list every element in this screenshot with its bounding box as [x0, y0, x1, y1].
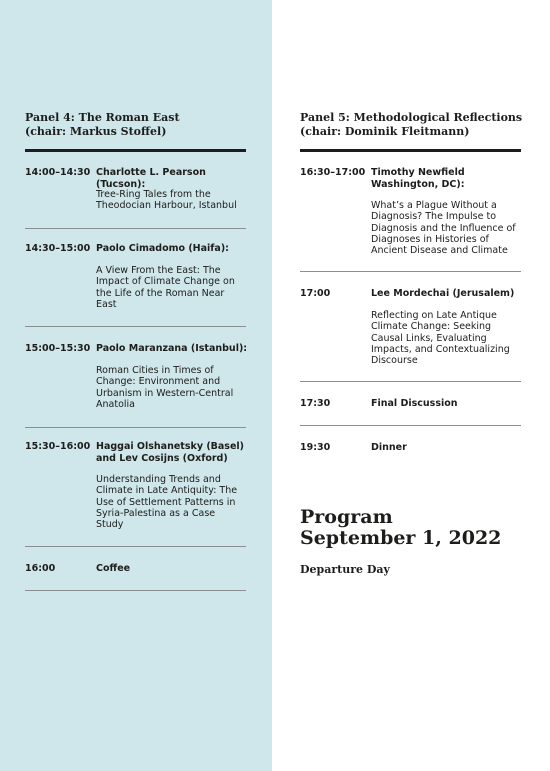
entry-time: 17:00: [300, 288, 331, 299]
entry-speaker: Paolo Maranzana (Istanbul):: [96, 343, 248, 354]
entry-time: 16:30–17:00: [300, 167, 366, 178]
panel-chair: (chair: Markus Stoffel): [25, 125, 167, 138]
entry-divider: [25, 590, 246, 591]
entry-talk-title: Understanding Trends and Climate in Late Antiquity: The Use of Settlement Patterns in Syria-Palestina as a Case Study: [96, 474, 238, 531]
entry-time: 17:30: [300, 398, 331, 409]
entry-divider: [25, 326, 246, 327]
program-subtitle: Departure Day: [300, 563, 390, 576]
entry-speaker: Timothy Newfield Washington, DC):: [371, 167, 465, 190]
entry-speaker: Final Discussion: [371, 398, 458, 409]
entry-time: 15:00–15:30: [25, 343, 91, 354]
entry-speaker: Lee Mordechai (Jerusalem): [371, 288, 515, 299]
entry-speaker: Charlotte L. Pearson (Tucson):: [96, 167, 206, 190]
entry-divider: [25, 228, 246, 229]
entry-speaker: Coffee: [96, 563, 131, 574]
panel-title: Panel 4: The Roman East: [25, 111, 180, 124]
program-title: Program September 1, 2022: [300, 506, 502, 549]
entry-talk-title: Roman Cities in Times of Change: Environment and Urbanism in Western-Central Anatolia: [96, 365, 234, 410]
entry-speaker: Haggai Olshanetsky (Basel) and Lev Cosijns (Oxford): [96, 441, 245, 464]
entry-talk-title: What’s a Plague Without a Diagnosis? The Impulse to Diagnosis and the Influence of Diagnoses in Histories of Ancient Disease and Climate: [371, 200, 516, 257]
entry-talk-title: A View From the East: The Impact of Climate Change on the Life of the Roman Near East: [96, 265, 235, 310]
entry-time: 14:30–15:00: [25, 243, 91, 254]
entry-speaker: Dinner: [371, 442, 407, 453]
entry-speaker: Paolo Cimadomo (Haifa):: [96, 243, 229, 254]
panel-chair: (chair: Dominik Fleitmann): [300, 125, 470, 138]
entry-divider: [25, 427, 246, 428]
entry-talk-title: Tree-Ring Tales from the Theodocian Harbour, Istanbul: [96, 189, 237, 212]
entry-time: 16:00: [25, 563, 56, 574]
entry-time: 14:00–14:30: [25, 167, 91, 178]
entry-time: 19:30: [300, 442, 331, 453]
panel-5-heading: [300, 111, 540, 139]
entry-divider: [300, 381, 521, 382]
entry-time: 15:30–16:00: [25, 441, 91, 452]
panel-5-rule: [300, 149, 521, 152]
entry-talk-title: Reflecting on Late Antique Climate Change: Seeking Causal Links, Evaluating Impacts, and Contextualizing Discourse: [371, 310, 510, 367]
entry-divider: [25, 546, 246, 547]
panel-4-heading: [25, 111, 265, 139]
panel-4-rule: [25, 149, 246, 152]
entry-divider: [300, 271, 521, 272]
panel-title: Panel 5: Methodological Reflections: [300, 111, 523, 124]
entry-divider: [300, 425, 521, 426]
